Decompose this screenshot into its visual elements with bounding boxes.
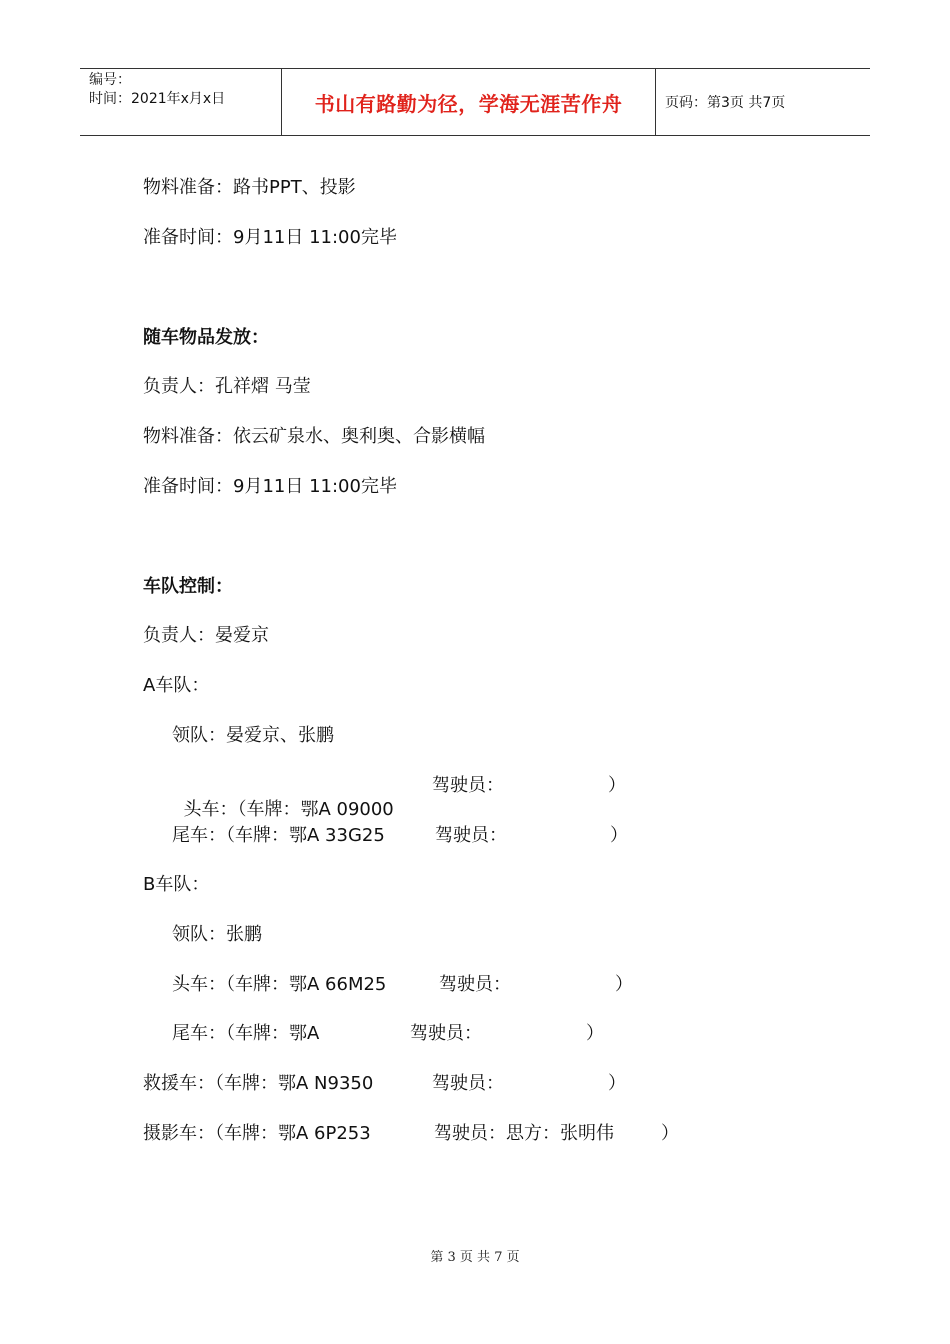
driver-label: 驾驶员： [439, 974, 511, 995]
material-prep-line: 物料准备：依云矿泉水、奥利奥、合影横幅 [143, 426, 485, 447]
header-motto: 书山有路勤为径，学海无涯苦作舟 [282, 69, 656, 135]
header-meta [80, 69, 282, 135]
driver-label: 驾驶员：思方：张明伟 [434, 1123, 614, 1144]
fleet-b-leader: 领队：张鹏 [172, 924, 262, 945]
time-label: 时间：2021年x月x日 [89, 91, 226, 107]
closing-paren: ） [608, 775, 626, 796]
photo-car: 摄影车：（车牌：鄂A 6P253 [143, 1123, 371, 1144]
material-prep-line: 物料准备：路书PPT、投影 [143, 177, 356, 198]
prep-time-line: 准备时间：9月11日 11:00完毕 [143, 476, 397, 497]
fleet-b-label: B车队： [143, 874, 210, 895]
closing-paren: ） [610, 825, 628, 846]
fleet-a-leader: 领队：晏爱京、张鹏 [172, 725, 334, 746]
fleet-a-lead-car [172, 774, 394, 822]
driver-label: 驾驶员： [432, 775, 504, 796]
owner-line: 负责人：孔祥熠 马莹 [143, 376, 311, 397]
prep-time-line: 准备时间：9月11日 11:00完毕 [143, 227, 397, 248]
vehicle-plate: 头车：（车牌：鄂A 09000 [183, 799, 394, 820]
driver-label: 驾驶员： [432, 1073, 504, 1094]
section-heading-onboard-items: 随车物品发放： [143, 327, 269, 348]
fleet-b-lead-car: 头车：（车牌：鄂A 66M25 [172, 974, 387, 995]
fleet-a-tail-car: 尾车：（车牌：鄂A 33G25 [172, 825, 385, 846]
closing-paren: ） [608, 1073, 626, 1094]
driver-label: 驾驶员： [410, 1023, 482, 1044]
page-header [80, 68, 870, 136]
driver-label: 驾驶员： [435, 825, 507, 846]
fleet-b-tail-car: 尾车：（车牌：鄂A [172, 1023, 320, 1044]
owner-line: 负责人：晏爱京 [143, 625, 269, 646]
header-page-label: 页码：第3页 共7页 [665, 95, 786, 111]
section-heading-fleet-control: 车队控制： [143, 576, 233, 597]
closing-paren: ） [615, 974, 633, 995]
closing-paren: ） [661, 1123, 679, 1144]
rescue-car: 救援车：（车牌：鄂A N9350 [143, 1073, 374, 1094]
page-footer: 第 3 页 共 7 页 [430, 1250, 520, 1265]
closing-paren: ） [586, 1023, 604, 1044]
number-label: 编号： [89, 72, 131, 88]
fleet-a-label: A车队： [143, 675, 210, 696]
